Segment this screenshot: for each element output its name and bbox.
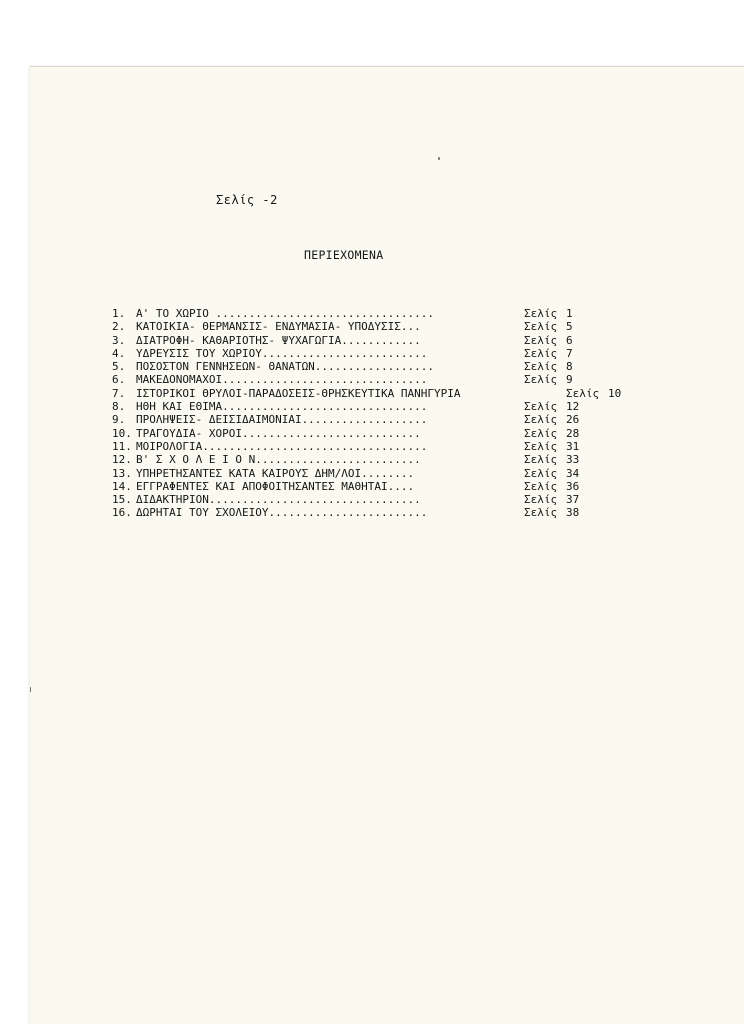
toc-entry (112, 307, 621, 320)
toc-entry-number: 3. (112, 333, 126, 347)
toc-entry-title: ΠΟΣΟΣΤΟΝ ΓΕΝΝΗΣΕΩΝ- ΘΑΝΑΤΩΝ.................. (136, 360, 435, 374)
toc-entry (112, 493, 621, 506)
document-title: ΠΕΡΙΕΧΟΜΕΝΑ (304, 248, 384, 262)
toc-entry-title: ΙΣΤΟΡΙΚΟΙ ΘΡΥΛΟΙ-ΠΑΡΑΔΟΣΕΙΣ-ΘΡΗΣΚΕΥΤΙΚΑ ΠΑΝΗΓΥΡΙΑ (136, 386, 461, 400)
toc-entry-page-number: 37 (566, 493, 580, 507)
toc-entry (112, 413, 621, 426)
toc-entry-page-label: Σελίς (524, 320, 558, 334)
toc-entry-title: ΚΑΤΟΙΚΙΑ- ΘΕΡΜΑΝΣΙΣ- ΕΝΔΥΜΑΣΙΑ- ΥΠΟΔΥΣΙΣ... (136, 320, 421, 334)
table-of-contents (112, 307, 621, 520)
toc-entry-page-label: Σελίς (524, 506, 558, 520)
toc-entry (112, 334, 621, 347)
toc-entry (112, 427, 621, 440)
toc-entry-number: 15. (112, 493, 132, 507)
toc-entry-title: ΔΩΡΗΤΑΙ ΤΟΥ ΣΧΟΛΕΙΟΥ........................ (136, 506, 428, 520)
toc-entry (112, 480, 621, 493)
toc-entry-page-label: Σελίς (524, 439, 558, 453)
toc-entry-page-label: Σελίς (524, 453, 558, 467)
toc-entry-page-label: Σελίς (524, 466, 558, 480)
toc-entry-page-label: Σελίς (524, 413, 558, 427)
toc-entry-title: ΥΔΡΕΥΣΙΣ ΤΟΥ ΧΩΡΙΟΥ......................... (136, 346, 428, 360)
toc-entry-title: ΥΠΗΡΕΤΗΣΑΝΤΕΣ ΚΑΤΑ ΚΑΙΡΟΥΣ ΔΗΜ/ΛΟΙ........ (136, 466, 415, 480)
toc-entry-page-number: 10 (608, 386, 622, 400)
toc-entry-number: 4. (112, 346, 126, 360)
toc-entry-page-number: 38 (566, 506, 580, 520)
toc-entry-page-number: 1 (566, 307, 573, 320)
toc-entry (112, 506, 621, 519)
toc-entry-page-number: 9 (566, 373, 573, 387)
toc-entry-number: 10. (112, 426, 132, 440)
toc-entry-title: ΔΙΑΤΡΟΦΗ- ΚΑΘΑΡΙΟΤΗΣ- ΨΥΧΑΓΩΓΙΑ............ (136, 333, 421, 347)
toc-entry-title: ΕΓΓΡΑΦΕΝΤΕΣ ΚΑΙ ΑΠΟΦΟΙΤΗΣΑΝΤΕΣ ΜΑΘΗΤΑΙ.... (136, 479, 415, 493)
toc-entry-title: ΔΙΔΑΚΤΗΡΙΟΝ................................ (136, 493, 421, 507)
toc-entry-title: ΠΡΟΛΗΨΕΙΣ- ΔΕΙΣΙΔΑΙΜΟΝΙΑΙ................... (136, 413, 428, 427)
toc-entry-title: ΜΑΚΕΔΟΝΟΜΑΧΟΙ............................... (136, 373, 428, 387)
toc-entry (112, 400, 621, 413)
toc-entry-number: 13. (112, 466, 132, 480)
toc-entry-number: 6. (112, 373, 126, 387)
toc-entry-page-number: 28 (566, 426, 580, 440)
toc-entry-number: 9. (112, 413, 126, 427)
toc-entry-page-label: Σελίς (524, 426, 558, 440)
toc-entry-page-label: Σελίς (524, 479, 558, 493)
toc-entry-number: 1. (112, 307, 126, 320)
toc-entry-number: 8. (112, 400, 126, 414)
toc-entry-page-number: 5 (566, 320, 573, 334)
toc-entry (112, 440, 621, 453)
toc-entry-page-number: 26 (566, 413, 580, 427)
toc-entry-page-label: Σελίς (524, 373, 558, 387)
toc-entry-page-label: Σελίς (524, 493, 558, 507)
toc-entry-page-number: 31 (566, 439, 580, 453)
toc-entry-page-label: Σελίς (524, 346, 558, 360)
toc-entry (112, 360, 621, 373)
toc-entry-number: 14. (112, 479, 132, 493)
toc-entry-number: 2. (112, 320, 126, 334)
scan-speck (438, 157, 440, 160)
toc-entry (112, 453, 621, 466)
toc-entry-number: 11. (112, 439, 132, 453)
toc-entry (112, 467, 621, 480)
toc-entry-number: 16. (112, 506, 132, 520)
toc-entry-number: 7. (112, 386, 126, 400)
toc-entry (112, 320, 621, 333)
toc-entry-page-number: 7 (566, 346, 573, 360)
toc-entry-title: Α' ΤΟ ΧΩΡΙΟ ................................. (136, 307, 435, 320)
scan-speck (30, 687, 31, 692)
toc-entry-number: 5. (112, 360, 126, 374)
toc-entry-page-number: 8 (566, 360, 573, 374)
toc-entry-page-label: Σελίς (524, 333, 558, 347)
toc-entry-page-label: Σελίς (566, 386, 600, 400)
toc-entry-page-number: 12 (566, 400, 580, 414)
toc-entry-title: ΤΡΑΓΟΥΔΙΑ- ΧΟΡΟΙ........................... (136, 426, 421, 440)
toc-entry-page-number: 6 (566, 333, 573, 347)
toc-entry (112, 373, 621, 386)
toc-entry (112, 347, 621, 360)
toc-entry (112, 387, 621, 400)
toc-entry-title: Β' Σ Χ Ο Λ Ε Ι Ο Ν......................... (136, 453, 421, 467)
toc-entry-page-label: Σελίς (524, 400, 558, 414)
toc-entry-page-label: Σελίς (524, 360, 558, 374)
toc-entry-title: ΜΟΙΡΟΛΟΓΙΑ.................................. (136, 439, 428, 453)
page-number: Σελίς -2 (216, 193, 278, 207)
toc-entry-number: 12. (112, 453, 132, 467)
toc-entry-page-number: 36 (566, 479, 580, 493)
toc-entry-page-number: 33 (566, 453, 580, 467)
toc-entry-title: ΗΘΗ ΚΑΙ ΕΘΙΜΑ............................... (136, 400, 428, 414)
document-page (30, 66, 744, 1024)
toc-entry-page-label: Σελίς (524, 307, 558, 320)
toc-entry-page-number: 34 (566, 466, 580, 480)
